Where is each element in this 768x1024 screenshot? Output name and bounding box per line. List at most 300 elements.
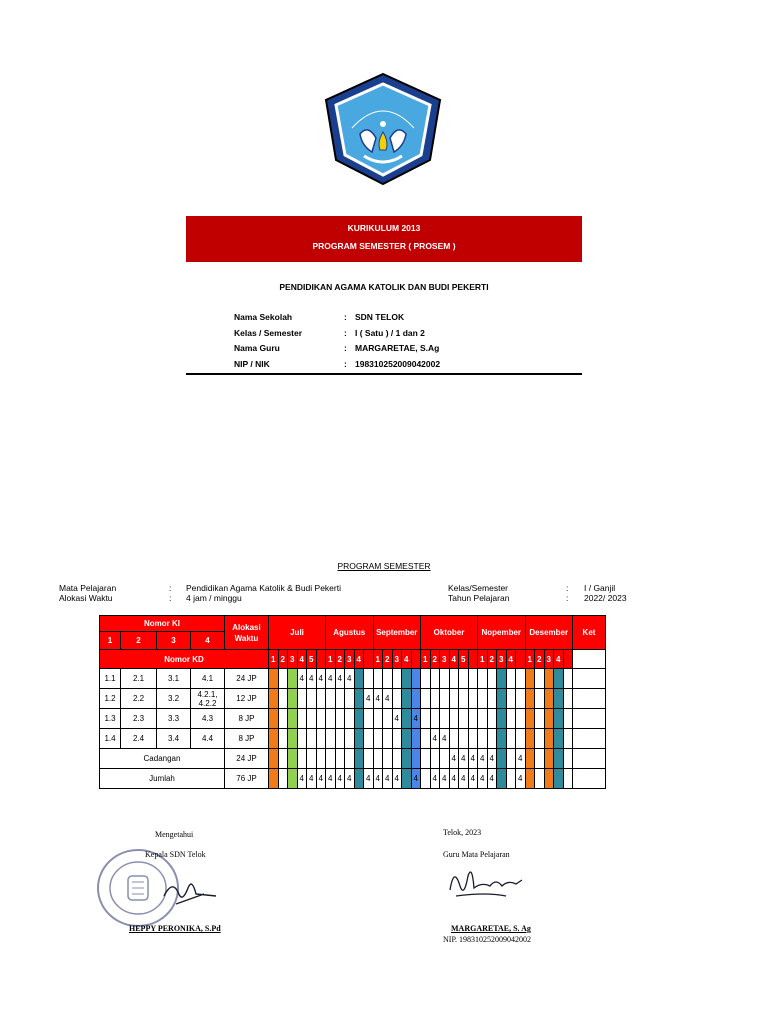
tut-wuri-handayani-logo	[322, 72, 444, 186]
banner-line-2: PROGRAM SEMESTER ( PROSEM )	[312, 241, 456, 251]
week-cell	[335, 709, 345, 729]
week-cell	[478, 689, 488, 709]
week-cell	[449, 729, 459, 749]
week-cell	[506, 729, 516, 749]
info-label: Nama Sekolah	[234, 312, 293, 322]
week-cell: 4	[487, 749, 497, 769]
week-cell: 4	[468, 769, 478, 789]
week-cell	[421, 669, 431, 689]
week-cell	[554, 769, 564, 789]
week-cell	[278, 689, 288, 709]
teacher-nip: NIP. 198310252009042002	[443, 935, 532, 944]
week-cell	[459, 669, 469, 689]
week-cell	[497, 729, 507, 749]
week-cell	[307, 709, 317, 729]
info-value: MARGARETAE, S.Ag	[355, 343, 440, 353]
week-cell	[468, 709, 478, 729]
ket-cell	[573, 769, 606, 789]
week-cell: 4	[364, 689, 374, 709]
alokasi-header: Alokasi Waktu	[225, 616, 269, 650]
week-cell: 4	[345, 769, 355, 789]
week-cell	[525, 669, 535, 689]
info-colon: :	[344, 312, 347, 322]
week-cell	[335, 749, 345, 769]
kd-cell: 3.2	[157, 689, 191, 709]
kd-cell: 2.4	[121, 729, 157, 749]
info-row-class	[234, 328, 574, 344]
week-cell	[421, 769, 431, 789]
week-cell	[506, 769, 516, 789]
week-cell	[411, 749, 421, 769]
week-cell	[535, 709, 545, 729]
week-cell	[525, 729, 535, 749]
jp-cell: 24 JP	[225, 669, 269, 689]
week-cell	[335, 689, 345, 709]
info-row-teacher	[234, 343, 574, 359]
week-cell: 4	[459, 749, 469, 769]
week-cell	[269, 669, 279, 689]
week-number: 2	[383, 650, 393, 669]
week-number: 4	[354, 650, 364, 669]
jp-cell: 24 JP	[225, 749, 269, 769]
ket-cell	[573, 709, 606, 729]
week-number: 4	[402, 650, 412, 669]
info-row-nip	[234, 359, 574, 375]
week-cell	[354, 709, 364, 729]
week-cell	[525, 749, 535, 769]
week-number: 4	[554, 650, 564, 669]
kd-cell: 2.1	[121, 669, 157, 689]
week-cell: 4	[326, 669, 336, 689]
headmaster-name: HEPPY PERONIKA, S.Pd	[129, 924, 221, 933]
week-number: 1	[478, 650, 488, 669]
month-header: Agustus	[326, 616, 374, 650]
week-spacer	[364, 650, 374, 669]
week-number: 5	[307, 650, 317, 669]
month-header: September	[373, 616, 421, 650]
week-cell	[316, 689, 326, 709]
week-cell: 4	[449, 749, 459, 769]
week-cell	[449, 689, 459, 709]
week-cell	[278, 749, 288, 769]
week-cell	[535, 749, 545, 769]
ket-cell	[573, 650, 606, 669]
week-cell	[316, 709, 326, 729]
signature-left-line1: Mengetahui	[155, 830, 194, 839]
jp-cell: 12 JP	[225, 689, 269, 709]
week-cell: 4	[345, 669, 355, 689]
week-spacer	[411, 650, 421, 669]
week-cell	[459, 689, 469, 709]
school-info	[234, 312, 574, 374]
week-cell: 4	[411, 769, 421, 789]
week-cell	[402, 729, 412, 749]
week-cell: 4	[383, 769, 393, 789]
kd-cell: 4.3	[191, 709, 225, 729]
week-number: 5	[459, 650, 469, 669]
week-cell	[411, 669, 421, 689]
week-spacer	[563, 650, 573, 669]
week-cell	[497, 689, 507, 709]
week-cell	[516, 709, 526, 729]
meta-right	[448, 583, 648, 607]
week-cell	[297, 749, 307, 769]
week-cell	[297, 729, 307, 749]
meta-colon: :	[169, 593, 172, 603]
week-cell: 4	[364, 769, 374, 789]
week-cell	[278, 729, 288, 749]
meta-colon: :	[169, 583, 172, 593]
week-cell	[421, 689, 431, 709]
jp-cell: 8 JP	[225, 709, 269, 729]
info-label: Kelas / Semester	[234, 327, 303, 338]
table-row	[100, 689, 606, 709]
week-cell	[402, 769, 412, 789]
week-cell: 4	[335, 769, 345, 789]
week-cell	[563, 709, 573, 729]
week-cell: 4	[516, 769, 526, 789]
ket-header: Ket	[573, 616, 606, 650]
week-cell: 4	[487, 769, 497, 789]
week-cell	[487, 729, 497, 749]
week-cell: 4	[316, 669, 326, 689]
week-cell	[278, 709, 288, 729]
week-cell	[373, 729, 383, 749]
week-cell: 4	[468, 749, 478, 769]
divider	[186, 373, 582, 375]
week-cell	[478, 729, 488, 749]
week-cell: 4	[459, 769, 469, 789]
week-cell	[544, 749, 554, 769]
kd-cell: 4.4	[191, 729, 225, 749]
week-cell	[506, 709, 516, 729]
row-label: Jumlah	[100, 769, 225, 789]
week-cell	[487, 669, 497, 689]
week-cell	[307, 749, 317, 769]
week-cell	[468, 729, 478, 749]
week-cell	[563, 749, 573, 769]
week-cell	[563, 689, 573, 709]
week-cell	[316, 749, 326, 769]
week-cell: 4	[307, 769, 317, 789]
program-semester-table	[99, 615, 606, 789]
week-cell	[383, 729, 393, 749]
ki-number: 2	[121, 632, 157, 650]
week-cell	[554, 749, 564, 769]
program-semester-title: PROGRAM SEMESTER	[337, 561, 431, 571]
meta-colon: :	[566, 583, 569, 593]
week-cell	[354, 689, 364, 709]
week-cell	[497, 749, 507, 769]
week-cell	[544, 669, 554, 689]
week-cell	[364, 669, 374, 689]
info-colon: :	[344, 358, 347, 369]
week-cell	[288, 729, 298, 749]
ki-number: 3	[157, 632, 191, 650]
week-cell: 4	[516, 749, 526, 769]
meta-left	[59, 583, 359, 607]
week-cell	[506, 689, 516, 709]
week-cell: 4	[478, 769, 488, 789]
month-header: Juli	[269, 616, 326, 650]
week-cell: 4	[383, 689, 393, 709]
week-cell	[307, 689, 317, 709]
info-label: Nama Guru	[234, 343, 280, 353]
week-cell	[506, 669, 516, 689]
signature-left-line2: Kepala SDN Telok	[145, 850, 206, 859]
week-cell: 4	[316, 769, 326, 789]
nomor-kd-header: Nomor KD	[100, 650, 269, 669]
week-cell	[430, 669, 440, 689]
info-colon: :	[344, 343, 347, 353]
week-number: 2	[487, 650, 497, 669]
week-cell	[421, 729, 431, 749]
week-cell	[440, 669, 450, 689]
week-cell	[316, 729, 326, 749]
week-number: 4	[449, 650, 459, 669]
ket-cell	[573, 729, 606, 749]
week-spacer	[516, 650, 526, 669]
kd-cell: 2.2	[121, 689, 157, 709]
week-cell	[535, 689, 545, 709]
week-cell	[468, 689, 478, 709]
kd-cell: 3.4	[157, 729, 191, 749]
week-cell	[563, 669, 573, 689]
week-cell	[430, 709, 440, 729]
week-cell	[297, 709, 307, 729]
week-cell	[449, 709, 459, 729]
week-cell	[269, 729, 279, 749]
meta-colon: :	[566, 593, 569, 603]
week-cell: 4	[297, 669, 307, 689]
week-number: 1	[421, 650, 431, 669]
week-cell	[449, 669, 459, 689]
teacher-signature	[446, 856, 526, 906]
week-number: 3	[288, 650, 298, 669]
month-header: Desember	[525, 616, 573, 650]
week-cell	[430, 689, 440, 709]
week-number: 3	[392, 650, 402, 669]
week-cell	[383, 749, 393, 769]
week-cell	[535, 669, 545, 689]
week-cell	[392, 689, 402, 709]
week-number: 3	[440, 650, 450, 669]
week-number: 3	[497, 650, 507, 669]
header-row-ki	[100, 616, 606, 632]
week-cell	[411, 729, 421, 749]
week-cell	[288, 669, 298, 689]
week-cell	[563, 769, 573, 789]
week-cell	[459, 709, 469, 729]
week-cell: 4	[373, 769, 383, 789]
info-value: 198310252009042002	[355, 358, 441, 369]
week-cell	[516, 729, 526, 749]
week-cell: 4	[392, 709, 402, 729]
mapel-value: Pendidikan Agama Katolik & Budi Pekerti	[186, 583, 341, 593]
alokasi-label: Alokasi Waktu	[59, 593, 113, 603]
kd-cell: 3.3	[157, 709, 191, 729]
week-cell	[392, 669, 402, 689]
signature-right-line1: Telok, 2023	[443, 828, 482, 837]
week-cell	[354, 669, 364, 689]
week-cell	[392, 729, 402, 749]
week-cell	[326, 689, 336, 709]
week-cell	[402, 689, 412, 709]
week-cell: 4	[430, 729, 440, 749]
week-cell	[535, 769, 545, 789]
info-colon: :	[344, 327, 347, 338]
tahun-label: Tahun Pelajaran	[448, 593, 510, 603]
week-cell	[525, 689, 535, 709]
week-cell	[278, 669, 288, 689]
header-row-kd	[100, 650, 606, 669]
week-cell	[373, 749, 383, 769]
week-cell	[487, 689, 497, 709]
week-cell	[411, 689, 421, 709]
week-cell	[516, 689, 526, 709]
week-cell: 4	[392, 769, 402, 789]
title-banner	[186, 216, 582, 262]
week-cell	[354, 769, 364, 789]
ki-number: 1	[100, 632, 121, 650]
ket-cell	[573, 669, 606, 689]
week-cell	[354, 729, 364, 749]
week-number: 2	[335, 650, 345, 669]
week-cell: 4	[307, 669, 317, 689]
row-label: Cadangan	[100, 749, 225, 769]
week-cell	[288, 709, 298, 729]
week-cell	[269, 749, 279, 769]
week-number: 2	[278, 650, 288, 669]
week-cell	[288, 749, 298, 769]
week-cell	[345, 689, 355, 709]
week-cell	[288, 769, 298, 789]
week-cell	[440, 709, 450, 729]
nomor-ki-header: Nomor KI	[100, 616, 225, 632]
week-cell	[544, 689, 554, 709]
week-number: 1	[326, 650, 336, 669]
table-row	[100, 669, 606, 689]
week-cell: 4	[478, 749, 488, 769]
week-cell	[354, 749, 364, 769]
week-spacer	[468, 650, 478, 669]
week-cell: 4	[449, 769, 459, 789]
week-cell	[421, 709, 431, 729]
subject-title: PENDIDIKAN AGAMA KATOLIK DAN BUDI PEKERTI	[279, 282, 489, 292]
week-cell	[345, 729, 355, 749]
teacher-name: MARGARETAE, S. Ag	[451, 924, 531, 933]
kd-cell: 1.3	[100, 709, 121, 729]
week-number: 2	[535, 650, 545, 669]
week-cell	[497, 669, 507, 689]
kd-cell: 4.1	[191, 669, 225, 689]
week-cell: 4	[440, 769, 450, 789]
mapel-label: Mata Pelajaran	[59, 583, 117, 593]
month-header: Nopember	[478, 616, 526, 650]
kd-cell: 1.2	[100, 689, 121, 709]
week-cell: 4	[335, 669, 345, 689]
kd-cell: 1.4	[100, 729, 121, 749]
week-cell	[269, 769, 279, 789]
week-cell	[544, 729, 554, 749]
week-cell: 4	[297, 769, 307, 789]
week-cell	[440, 749, 450, 769]
week-cell: 4	[411, 709, 421, 729]
kelas-label: Kelas/Semester	[448, 583, 508, 593]
week-cell	[373, 669, 383, 689]
week-cell	[554, 669, 564, 689]
week-cell	[516, 669, 526, 689]
week-cell	[373, 709, 383, 729]
info-value: SDN TELOK	[355, 312, 405, 322]
week-cell	[459, 729, 469, 749]
week-cell	[269, 689, 279, 709]
table-row	[100, 749, 606, 769]
week-cell	[364, 729, 374, 749]
week-cell: 4	[440, 729, 450, 749]
alokasi-value: 4 jam / minggu	[186, 593, 242, 603]
week-cell	[421, 749, 431, 769]
week-number: 1	[525, 650, 535, 669]
kelas-value: I / Ganjil	[584, 583, 616, 593]
week-cell	[544, 769, 554, 789]
week-number: 2	[430, 650, 440, 669]
info-label: NIP / NIK	[234, 358, 270, 369]
week-spacer	[316, 650, 326, 669]
banner-line-1: KURIKULUM 2013	[347, 223, 421, 233]
kd-cell: 2.3	[121, 709, 157, 729]
week-cell	[345, 709, 355, 729]
headmaster-signature	[158, 874, 218, 914]
week-number: 3	[345, 650, 355, 669]
week-number: 1	[373, 650, 383, 669]
week-cell	[402, 669, 412, 689]
tahun-value: 2022/ 2023	[584, 593, 627, 603]
week-cell: 4	[430, 769, 440, 789]
week-cell	[326, 749, 336, 769]
week-cell: 4	[373, 689, 383, 709]
signature-right-line2: Guru Mata Pelajaran	[443, 850, 510, 859]
ki-number: 4	[191, 632, 225, 650]
week-cell	[402, 749, 412, 769]
week-cell	[326, 709, 336, 729]
week-cell	[544, 709, 554, 729]
month-header: Oktober	[421, 616, 478, 650]
week-cell	[554, 709, 564, 729]
week-cell	[525, 709, 535, 729]
week-cell	[278, 769, 288, 789]
table-row	[100, 769, 606, 789]
schedule-table	[99, 615, 606, 789]
week-cell	[563, 729, 573, 749]
kd-cell: 3.1	[157, 669, 191, 689]
week-cell: 4	[326, 769, 336, 789]
week-cell	[430, 749, 440, 769]
week-number: 1	[269, 650, 279, 669]
week-cell	[487, 709, 497, 729]
week-cell	[307, 729, 317, 749]
kd-cell: 1.1	[100, 669, 121, 689]
week-cell	[269, 709, 279, 729]
week-cell	[364, 709, 374, 729]
ket-cell	[573, 749, 606, 769]
week-cell	[297, 689, 307, 709]
week-cell	[402, 709, 412, 729]
week-cell	[468, 669, 478, 689]
kd-cell: 4.2.1, 4.2.2	[191, 689, 225, 709]
week-number: 4	[297, 650, 307, 669]
week-number: 3	[544, 650, 554, 669]
